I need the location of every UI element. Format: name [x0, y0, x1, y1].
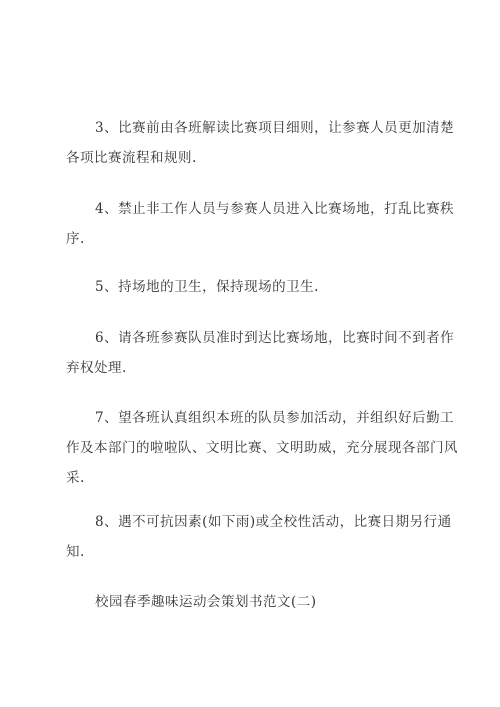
paragraph-line: 3、比赛前由各班解读比赛项目细则，让参赛人员更加清楚 — [95, 120, 455, 136]
paragraph-line: 采. — [66, 470, 85, 486]
rule-item-4 — [66, 194, 455, 254]
rule-item-7 — [66, 403, 458, 493]
section-heading — [95, 587, 440, 617]
rule-item-8 — [66, 507, 452, 567]
paragraph-line: 7、望各班认真组织本班的队员参加活动，并组织好后勤工 — [95, 410, 455, 426]
paragraph-line: 4、禁止非工作人员与参赛人员进入比赛场地，打乱比赛秩 — [95, 201, 455, 217]
paragraph-line: 8、遇不可抗因素(如下雨)或全校性活动，比赛日期另行通 — [95, 514, 452, 530]
heading-line: 校园春季趣味运动会策划书范文(二) — [95, 594, 317, 610]
paragraph-line: 序. — [66, 231, 85, 247]
paragraph-line: 作及本部门的啦啦队、文明比赛、文明助威，充分展现各部门风 — [66, 440, 458, 456]
paragraph-line: 弃权处理. — [66, 360, 127, 376]
paragraph-line: 5、持场地的卫生，保持现场的卫生. — [95, 279, 319, 295]
paragraph-line: 6、请各班参赛队员准时到达比赛场地，比赛时间不到者作 — [95, 330, 455, 346]
paragraph-line: 各项比赛流程和规则. — [66, 150, 197, 166]
rule-item-5 — [95, 272, 440, 302]
rule-item-3 — [66, 113, 455, 173]
paragraph-line: 知. — [66, 544, 85, 560]
rule-item-6 — [66, 323, 455, 383]
